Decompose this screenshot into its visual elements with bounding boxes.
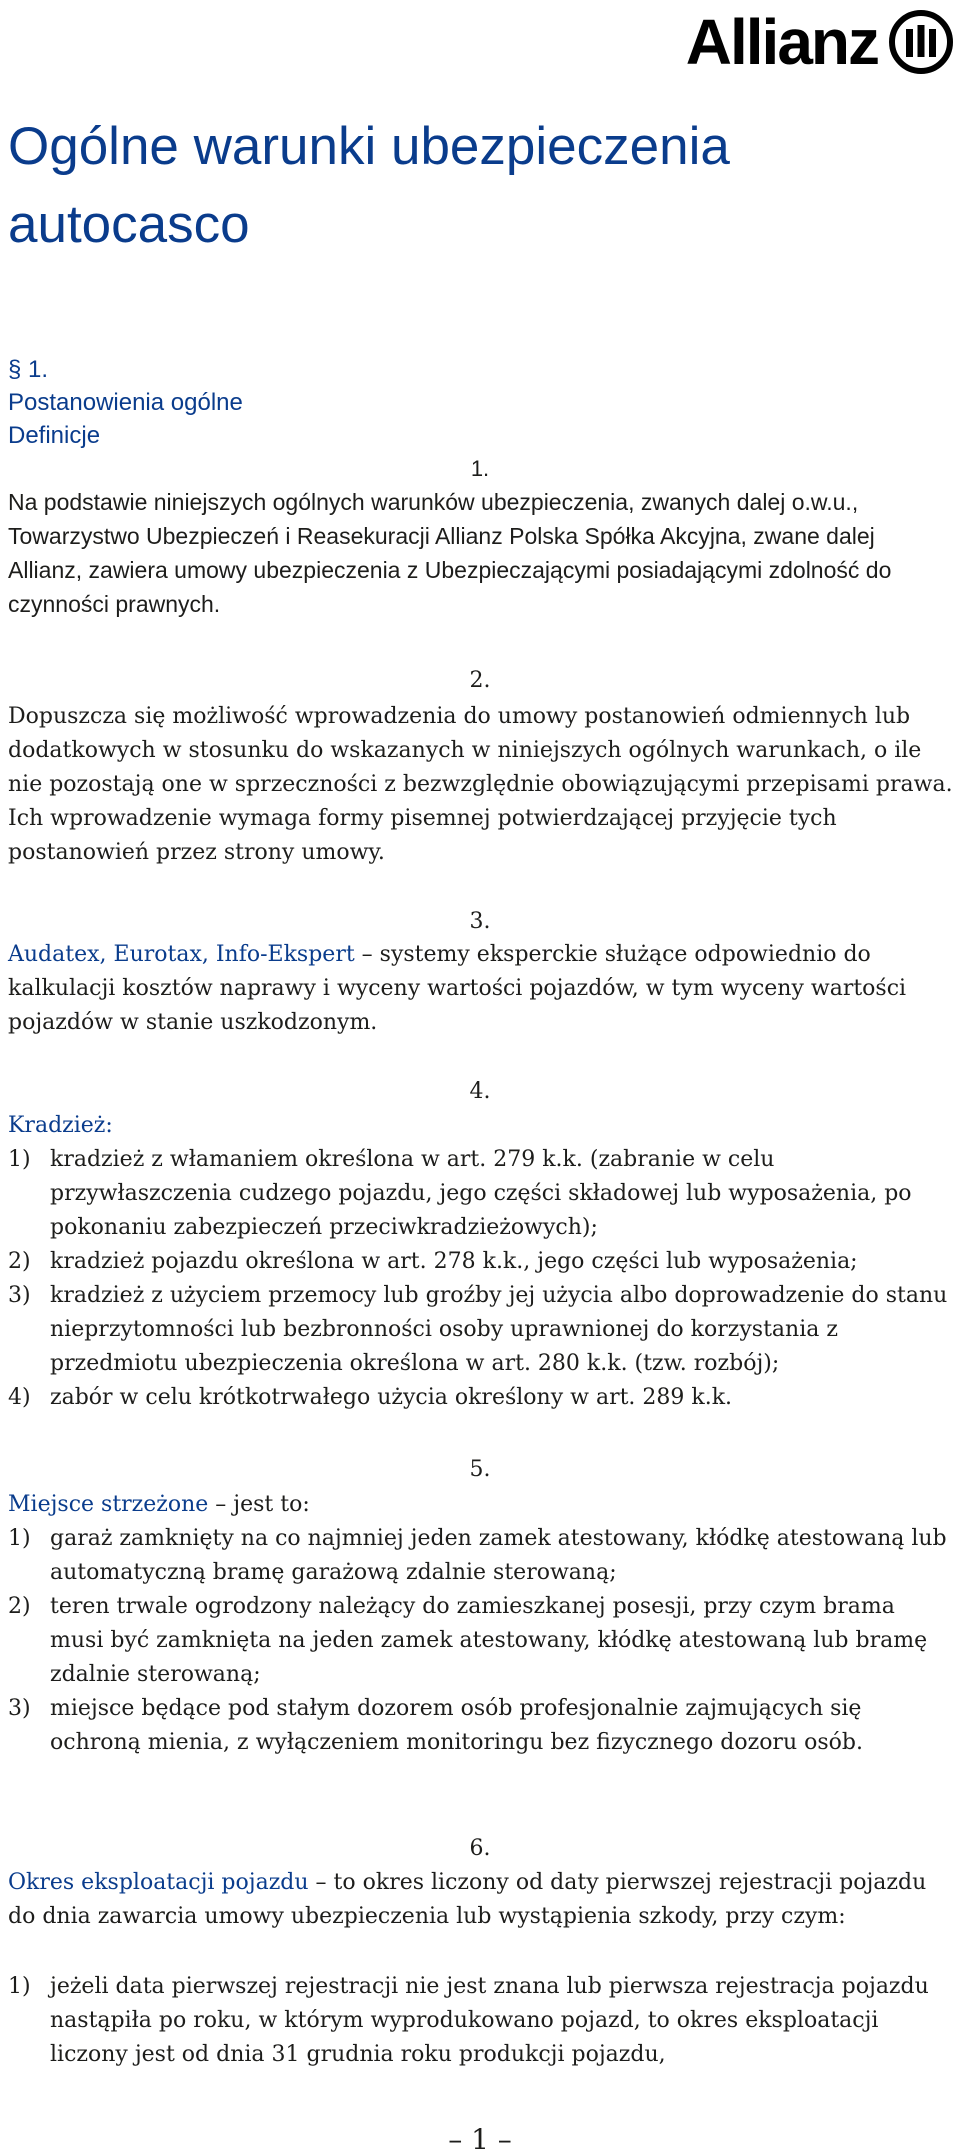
list-item-text: zabór w celu krótkotrwałego użycia określony w art. 289 k.k. (50, 1385, 733, 1410)
list-item-number: 1) (8, 1147, 31, 1172)
list-item (8, 1692, 954, 1760)
defined-term: Okres eksploatacji pojazdu (8, 1870, 309, 1895)
section-name: Postanowienia ogólne (8, 389, 243, 416)
defined-term: Kradzież: (8, 1113, 113, 1138)
list-item-number: 2) (8, 1249, 31, 1274)
list-item-number: 3) (8, 1696, 31, 1721)
definition-text: – to okres liczony od daty pierwszej rejestracji pojazdu do dnia zawarcia umowy ubezpieczenia lub wystąpienia szkody, przy czym: (8, 1870, 927, 1929)
definition-paragraph: Dopuszcza się możliwość wprowadzenia do umowy postanowień odmiennych lub dodatkowych w stosunku do wskazanych w niniejszych ogólnych warunkach, o ile nie pozostają one w sprzeczności z bezwzględnie obowiązującymi przepisami prawa. Ich wprowadzenie wymaga formy pisemnej potwierdzającej przyjęcie tych postanowień przez strony umowy. (8, 704, 953, 865)
list-item-text: teren trwale ogrodzony należący do zamieszkanej posesji, przy czym brama musi być zamknięta na jeden zamek atestowany, kłódkę atestowaną lub bramę zdalnie sterowaną; (50, 1594, 928, 1687)
definition-text: – jest to: (208, 1492, 310, 1517)
definition-list (8, 1522, 954, 1760)
definition-paragraph (8, 938, 954, 1040)
section-mark: § 1. (8, 356, 49, 383)
list-item-text: kradzież z włamaniem określona w art. 279 k.k. (zabranie w celu przywłaszczenia cudzego pojazdu, jego części składowej lub wyposażenia, po pokonaniu zabezpieczeń przeciwkradzieżowych); (50, 1147, 912, 1240)
list-item-text: kradzież pojazdu określona w art. 278 k.k., jego części lub wyposażenia; (50, 1249, 858, 1274)
definition-paragraph (8, 1488, 954, 1522)
list-item-text: garaż zamknięty na co najmniej jeden zamek atestowany, kłódkę atestowaną lub automatyczną bramę garażową zdalnie sterowaną; (50, 1526, 947, 1585)
item-number: 6. (469, 1836, 491, 1861)
definition-list (8, 1970, 954, 2072)
list-item-text: miejsce będące pod stałym dozorem osób profesjonalnie zajmujących się ochroną mienia, z wyłączeniem monitoringu bez fizycznego dozoru osób. (50, 1696, 863, 1755)
definition-paragraph (8, 1866, 954, 1934)
allianz-logo (686, 6, 954, 78)
list-item (8, 1143, 954, 1245)
list-item-number: 2) (8, 1594, 31, 1619)
list-item (8, 1590, 954, 1692)
list-item (8, 1970, 954, 2072)
item-number: 5. (469, 1457, 491, 1482)
defined-term: Miejsce strzeżone (8, 1492, 209, 1517)
list-item-text: jeżeli data pierwszej rejestracji nie jest znana lub pierwsza rejestracja pojazdu nastąpiła po roku, w którym wyprodukowano pojazd, to okres eksploatacji liczony jest od dnia 31 grudnia roku produkcji pojazdu, (50, 1974, 929, 2067)
definition-list (8, 1143, 954, 1415)
list-item (8, 1279, 954, 1381)
defined-term: Audatex, Eurotax, Info-Ekspert (8, 942, 355, 967)
document-title: Ogólne warunki ubezpieczenia autocasco (8, 117, 730, 254)
definition-text: – systemy eksperckie służące odpowiednio do kalkulacji kosztów naprawy i wyceny wartości pojazdów, w tym wyceny wartości pojazdów w stanie uszkodzonym. (8, 942, 907, 1035)
list-item-number: 1) (8, 1526, 31, 1551)
definition-paragraph: Na podstawie niniejszych ogólnych warunków ubezpieczenia, zwanych dalej o.w.u., Towarzystwo Ubezpieczeń i Reasekuracji Allianz Polska Spółka Akcyjna, zwane dalej Allianz, zawiera umowy ubezpieczenia z Ubezpieczającymi posiadającymi zdolność do czynności prawnych. (8, 489, 892, 617)
list-item-text: kradzież z użyciem przemocy lub groźby jej użycia albo doprowadzenie do stanu nieprzytomności lub bezbronności osoby uprawnionej do korzystania z przedmiotu ubezpieczenia określona w art. 280 k.k. (tzw. rozbój); (50, 1283, 948, 1376)
list-item (8, 1522, 954, 1590)
list-item-number: 3) (8, 1283, 31, 1308)
list-item (8, 1381, 954, 1415)
item-number: 1. (470, 456, 490, 481)
list-item-number: 4) (8, 1385, 31, 1410)
item-number: 3. (469, 909, 491, 934)
page-number: – 1 – (448, 2123, 512, 2156)
logo-wordmark: Allianz (685, 6, 878, 78)
section-subheading: Definicje (8, 422, 101, 449)
item-number: 2. (469, 668, 491, 693)
allianz-eagle-icon (888, 9, 954, 75)
item-number: 4. (469, 1079, 491, 1104)
list-item (8, 1245, 954, 1279)
definition-paragraph (8, 1109, 954, 1143)
list-item-number: 1) (8, 1974, 31, 1999)
